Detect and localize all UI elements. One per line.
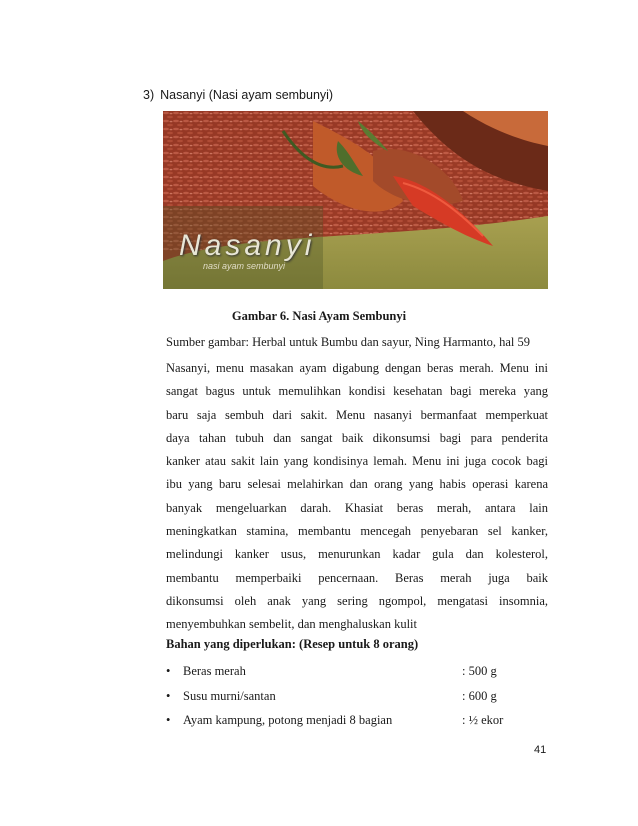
bullet-icon: • xyxy=(166,664,171,678)
ingredient-name: Ayam kampung, potong menjadi 8 bagian xyxy=(183,713,393,727)
paragraph-line: sangat bagus untuk memulihkan kondisi kesehatan bagi mereka yang xyxy=(166,384,548,399)
paragraph-line: dikonsumsi oleh anak yang sering ngompol, mengatasi insomnia, xyxy=(166,593,548,608)
section-heading xyxy=(143,88,333,102)
ingredients-list xyxy=(166,664,548,738)
ingredient-amount: : ½ ekor xyxy=(462,713,504,727)
figure-caption: Gambar 6. Nasi Ayam Sembunyi xyxy=(231,309,407,323)
dish-photo xyxy=(163,111,548,289)
photo-overlay-subtitle: nasi ayam sembunyi xyxy=(203,261,286,271)
paragraph-line: melindungi kanker usus, menurunkan kadar gula dan kolesterol, xyxy=(166,547,548,562)
list-item xyxy=(166,689,548,714)
ingredient-amount: : 600 g xyxy=(462,688,497,703)
list-item xyxy=(166,713,548,738)
paragraph-line: baru saja sembuh dari sakit. Menu nasanyi bermanfaat memperkuat xyxy=(166,407,548,422)
paragraph-line: membantu memperbaiki pencernaan. Beras merah juga baik xyxy=(166,570,548,585)
photo-overlay-title: Nasanyi xyxy=(179,229,316,262)
list-item xyxy=(166,664,548,689)
section-number: 3) xyxy=(143,88,155,102)
paragraph-line: meningkatkan stamina, membantu mencegah penyebaran sel kanker, xyxy=(166,524,548,539)
paragraph-line: menyembuhkan sembelit, dan menghaluskan kulit xyxy=(166,617,417,632)
ingredient-amount: : 500 g xyxy=(462,664,497,678)
bullet-icon: • xyxy=(166,688,171,703)
ingredient-name: Beras merah xyxy=(183,664,246,678)
section-title: Nasanyi (Nasi ayam sembunyi) xyxy=(160,88,334,102)
paragraph-line: daya tahan tubuh dan sangat baik dikonsumsi bagi para penderita xyxy=(166,430,548,445)
paragraph-line: kanker atau sakit lain yang kondisinya lemah. Menu ini juga cocok bagi xyxy=(166,454,548,469)
paragraph-line: banyak mengeluarkan darah. Khasiat beras merah, antara lain xyxy=(166,500,548,515)
paragraph-line: ibu yang baru selesai melahirkan dan orang yang habis operasi karena xyxy=(166,477,548,492)
ingredients-heading: Bahan yang diperlukan: (Resep untuk 8 orang) xyxy=(166,637,419,651)
paragraph-line: Nasanyi, menu masakan ayam digabung dengan beras merah. Menu ini xyxy=(166,361,548,375)
figure-source: Sumber gambar: Herbal untuk Bumbu dan sayur, Ning Harmanto, hal 59 xyxy=(166,335,531,349)
page-number: 41 xyxy=(534,744,547,756)
ingredient-name: Susu murni/santan xyxy=(183,688,276,703)
body-paragraph xyxy=(166,357,548,637)
bullet-icon: • xyxy=(166,713,171,727)
